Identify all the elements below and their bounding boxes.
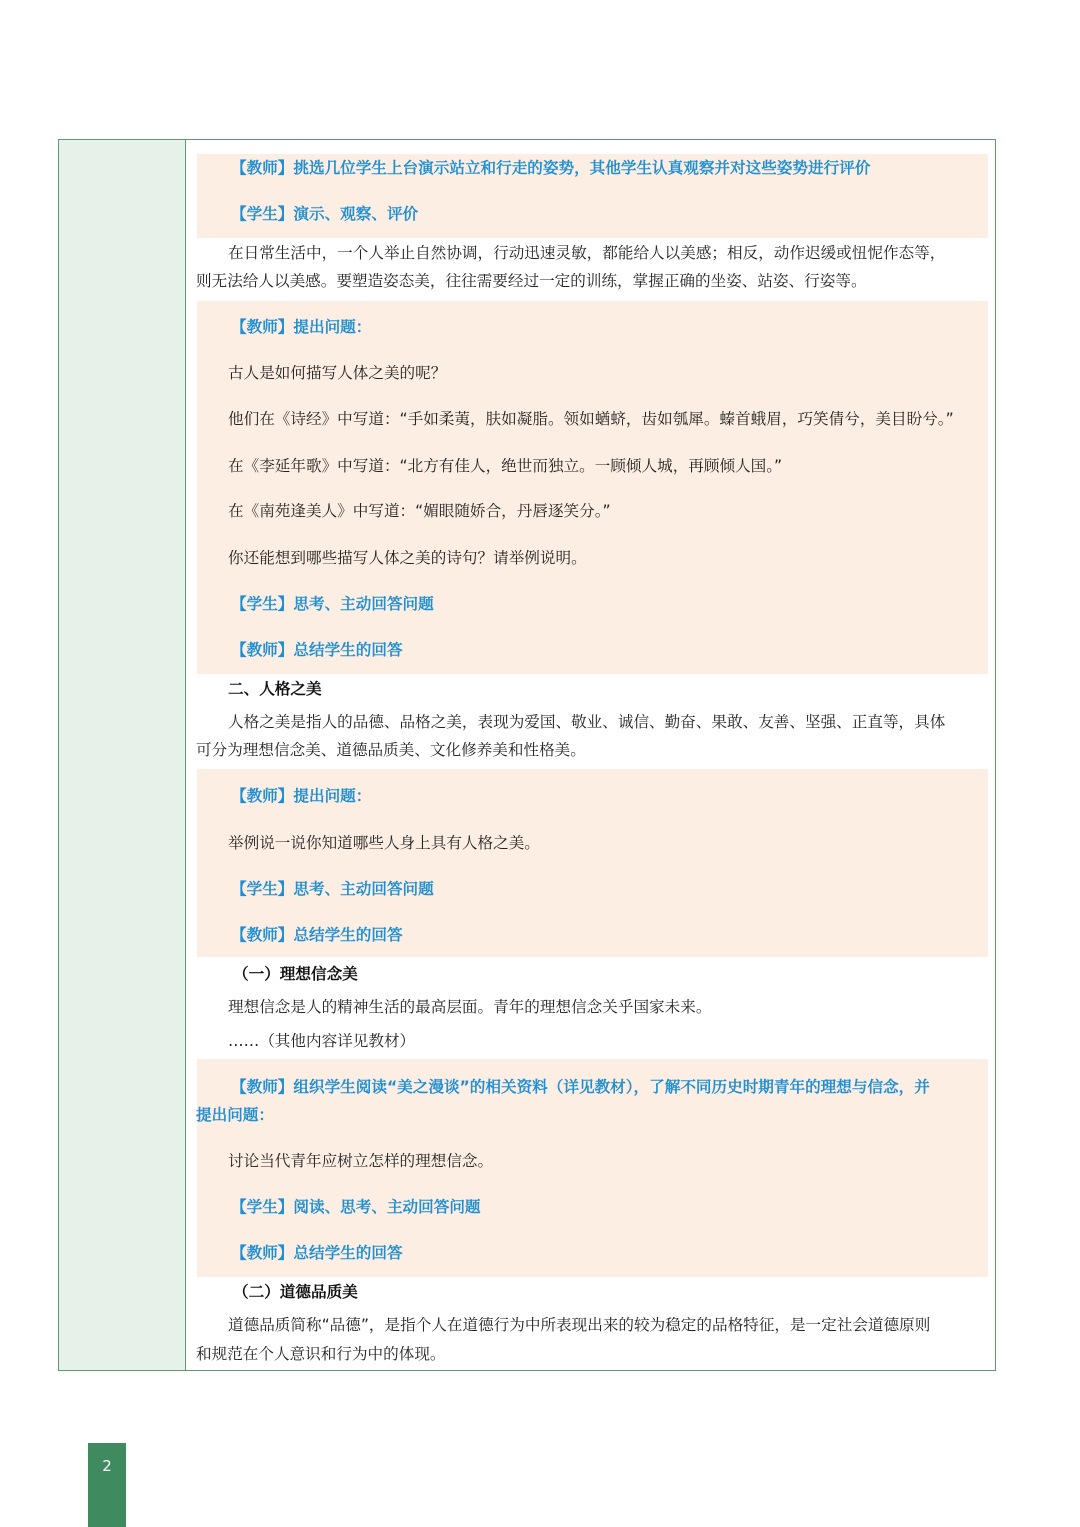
student-activity: 【学生】思考、主动回答问题 [231,880,434,898]
teacher-instruction: 【教师】挑选几位学生上台演示站立和行走的姿势，其他学生认真观察并对这些姿势进行评价 [231,159,871,177]
table-left-column [59,140,186,1370]
teacher-question: 【教师】提出问题： [231,318,372,336]
teacher-summary: 【教师】总结学生的回答 [231,641,403,659]
body-text: ……（其他内容详见教材） [228,1032,416,1050]
teacher-summary: 【教师】总结学生的回答 [231,926,403,944]
body-text: 在《李延年歌》中写道：“北方有佳人，绝世而独立。一顾倾人城，再顾倾人国。” [228,457,783,475]
body-text: 道德品质简称“品德”，是指个人在道德行为中所表现出来的较为稳定的品格特征，是一定社会道德原则 [228,1316,931,1334]
teacher-instruction: 【教师】组织学生阅读“美之漫谈”的相关资料（详见教材），了解不同历史时期青年的理想与信念，并 [231,1078,930,1096]
activity-box-2 [197,301,988,674]
teacher-question: 【教师】提出问题： [231,787,372,805]
student-activity: 【学生】思考、主动回答问题 [231,595,434,613]
page-number-tab [88,1443,126,1527]
subsection-heading: （一）理想信念美 [233,965,358,983]
section-heading: 二、人格之美 [228,680,322,698]
body-text: 在日常生活中，一个人举止自然协调，行动迅速灵敏，都能给人以美感；相反，动作迟缓或忸怩作态等， [228,244,946,262]
teacher-summary: 【教师】总结学生的回答 [231,1244,403,1262]
student-activity: 【学生】演示、观察、评价 [231,205,419,223]
body-text: 可分为理想信念美、道德品质美、文化修养美和性格美。 [196,741,586,759]
body-text: 理想信念是人的精神生活的最高层面。青年的理想信念关乎国家未来。 [228,998,712,1016]
subsection-heading: （二）道德品质美 [233,1283,358,1301]
body-text: 举例说一说你知道哪些人身上具有人格之美。 [228,834,540,852]
student-activity: 【学生】阅读、思考、主动回答问题 [231,1198,481,1216]
body-text: 和规范在个人意识和行为中的体现。 [196,1345,446,1363]
lesson-table [58,139,996,1371]
page-number: 2 [102,1457,112,1475]
body-text: 他们在《诗经》中写道：“手如柔荑，肤如凝脂。领如蝤蛴，齿如瓠犀。螓首蛾眉，巧笑倩兮，美目盼兮。” [228,410,954,428]
body-text: 你还能想到哪些描写人体之美的诗句？请举例说明。 [228,549,587,567]
body-text: 人格之美是指人的品德、品格之美，表现为爱国、敬业、诚信、勤奋、果敢、友善、坚强、正直等，具体 [228,713,946,731]
teacher-instruction: 提出问题： [196,1106,274,1124]
body-text: 讨论当代青年应树立怎样的理想信念。 [228,1152,494,1170]
table-content-column [188,140,997,1370]
body-text: 古人是如何描写人体之美的呢？ [228,364,447,382]
body-text: 在《南苑逢美人》中写道：“媚眼随娇合，丹唇逐笑分。” [228,502,611,520]
body-text: 则无法给人以美感。要塑造姿态美，往往需要经过一定的训练，掌握正确的坐姿、站姿、行姿等。 [196,272,867,290]
